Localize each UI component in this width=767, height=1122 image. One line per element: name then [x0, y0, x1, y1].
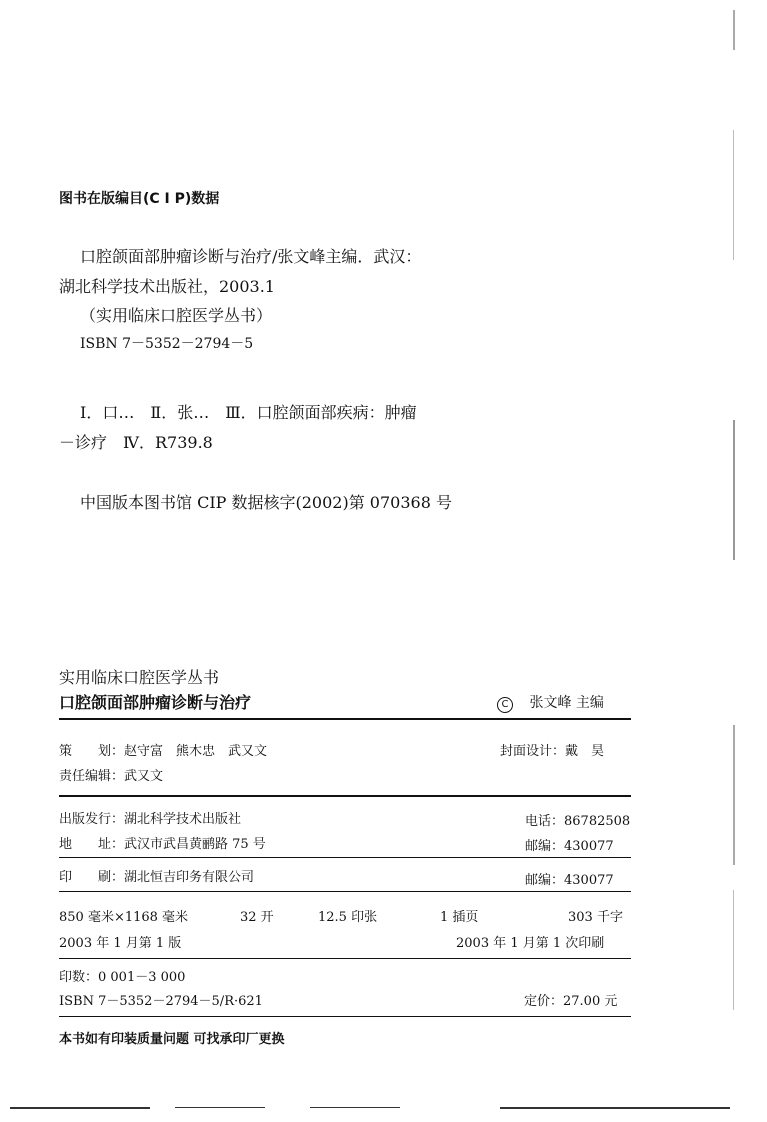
cip-line-7: 中国版本图书馆 CIP 数据核字(2002)第 070368 号 — [80, 493, 452, 512]
postcode-1: 邮编：430077 — [525, 839, 614, 854]
printing: 2003 年 1 月第 1 次印刷 — [456, 936, 605, 951]
divider-5 — [59, 958, 631, 959]
edition: 2003 年 1 月第 1 版 — [59, 936, 182, 951]
notice: 本书如有印装质量问题 可找承印厂更换 — [59, 1032, 285, 1047]
editor-in-charge: 责任编辑：武又文 — [59, 769, 164, 784]
sheets: 12.5 印张 — [318, 910, 378, 925]
cip-line-2: 湖北科学技术出版社，2003.1 — [59, 277, 275, 296]
copyright-icon: C — [497, 697, 513, 713]
postcode-2: 邮编：430077 — [525, 873, 614, 888]
cip-line-5: Ⅰ．口… Ⅱ．张… Ⅲ．口腔颌面部疾病：肿瘤 — [80, 403, 417, 422]
printer: 印 刷：湖北恒吉印务有限公司 — [59, 870, 255, 885]
format: 850 毫米×1168 毫米 — [59, 910, 189, 925]
divider-1 — [59, 718, 631, 720]
divider-4 — [59, 891, 631, 892]
series-name: 实用临床口腔医学丛书 — [59, 668, 220, 687]
edge-artifact-2 — [733, 130, 734, 260]
cip-line-3: （实用临床口腔医学丛书） — [80, 306, 273, 325]
bottom-artifact-3 — [310, 1107, 400, 1108]
bottom-artifact-4 — [500, 1107, 730, 1109]
divider-3 — [59, 857, 631, 858]
cip-line-4: ISBN 7－5352－2794－5 — [80, 336, 254, 352]
print-run: 印数：0 001－3 000 — [59, 970, 186, 985]
edge-artifact-5 — [733, 890, 734, 1010]
divider-6 — [59, 1016, 631, 1017]
bottom-artifact-2 — [175, 1107, 265, 1108]
cip-line-1: 口腔颌面部肿瘤诊断与治疗/张文峰主编．武汉： — [80, 247, 422, 266]
cip-title: 图书在版编目(C I P)数据 — [59, 191, 220, 207]
issuer: 出版发行：湖北科学技术出版社 — [59, 812, 242, 827]
price: 定价：27.00 元 — [524, 994, 618, 1009]
isbn-full: ISBN 7－5352－2794－5/R·621 — [59, 994, 263, 1009]
edge-artifact-4 — [733, 725, 735, 865]
book-title: 口腔颌面部肿瘤诊断与治疗 — [59, 693, 252, 712]
edge-artifact-3 — [733, 420, 735, 560]
copyright-block — [497, 692, 604, 713]
insert: 1 插页 — [440, 910, 479, 925]
edge-artifact-1 — [733, 10, 735, 50]
bottom-artifact-1 — [10, 1107, 150, 1109]
planning: 策 划：赵守富 熊木忠 武又文 — [59, 744, 268, 759]
divider-2 — [59, 795, 631, 797]
address: 地 址：武汉市武昌黄鹂路 75 号 — [59, 837, 266, 852]
kai: 32 开 — [240, 910, 274, 925]
cover-design: 封面设计：戴 昊 — [500, 744, 605, 759]
cip-line-6: －诊疗 Ⅳ．R739.8 — [59, 433, 213, 452]
phone: 电话：86782508 — [525, 814, 631, 829]
words: 303 千字 — [568, 910, 623, 925]
editor: 张文峰 主编 — [529, 695, 604, 711]
